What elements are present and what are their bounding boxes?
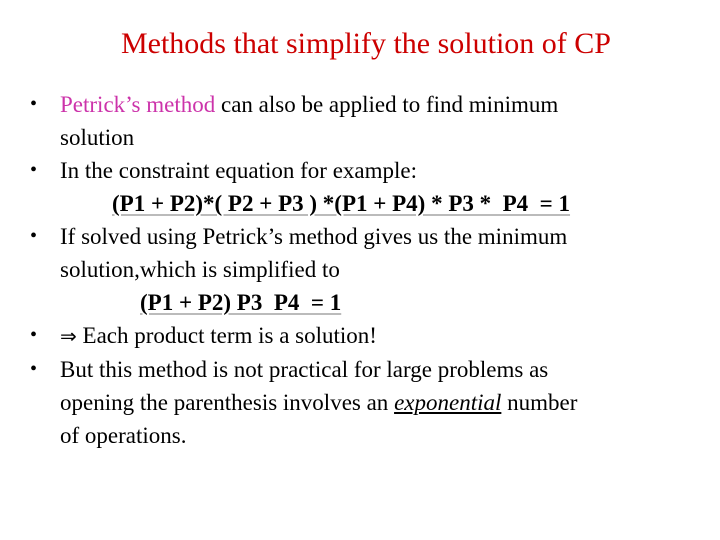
petrick-method-highlight: Petrick’s method <box>60 92 216 117</box>
bullet-text: can also be applied to find minimum <box>215 92 559 117</box>
bullet-text-cont: number <box>501 390 578 415</box>
bullet-solved <box>30 220 710 319</box>
bullet-text: But this method is not practical for large problems as <box>60 357 549 382</box>
bullet-product-term <box>30 319 710 353</box>
bullet-dot: • <box>30 358 38 380</box>
exponential-emphasis: exponential <box>394 390 502 415</box>
constraint-equation: (P1 + P2)*( P2 + P3 ) *(P1 + P4) * P3 * P4 = 1 <box>112 191 571 216</box>
bullet-dot: • <box>30 93 38 115</box>
bullet-not-practical <box>30 353 710 452</box>
bullet-dot: • <box>30 159 38 181</box>
bullet-constraint <box>30 154 710 220</box>
bullet-text: In the constraint equation for example: <box>60 158 418 183</box>
bullet-petrick <box>30 88 710 154</box>
bullet-dot: • <box>30 324 38 346</box>
slide-title: Methods that simplify the solution of CP <box>120 27 611 60</box>
implies-icon: ⇒ <box>60 324 77 348</box>
bullet-text-cont: solution <box>60 125 135 150</box>
bullet-dot: • <box>30 225 38 247</box>
bullet-text-cont: of operations. <box>60 423 187 448</box>
simplified-equation: (P1 + P2) P3 P4 = 1 <box>140 290 342 315</box>
bullet-list <box>30 88 710 452</box>
bullet-text: Each product term is a solution! <box>76 323 377 348</box>
bullet-text-cont: opening the parenthesis involves an <box>60 390 395 415</box>
bullet-text-cont: solution,which is simplified to <box>60 257 340 282</box>
bullet-text: If solved using Petrick’s method gives us the minimum <box>60 224 568 249</box>
